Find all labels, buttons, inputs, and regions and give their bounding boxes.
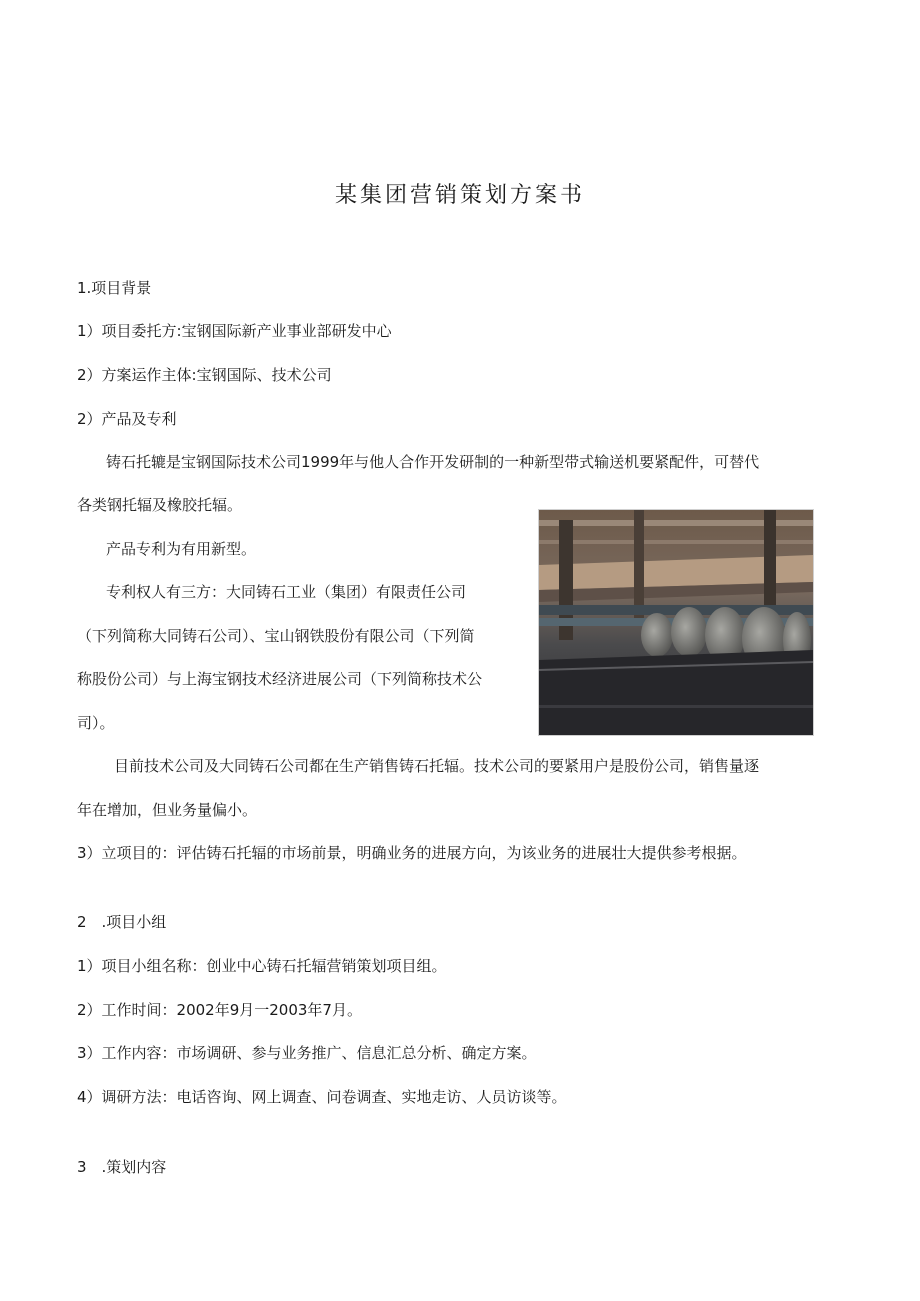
para4-line1: 目前技术公司及大同铸石公司都在生产销售铸石托辐。技术公司的要紧用户是股份公司，销售量逐 xyxy=(114,757,760,775)
para3-line1: 专利权人有三方：大同铸石工业（集团）有限责任公司 xyxy=(106,583,467,601)
section3-heading: 3 .策划内容 xyxy=(77,1158,167,1176)
section2-heading: 2 .项目小组 xyxy=(77,913,167,931)
section1-heading: 1.项目背景 xyxy=(77,279,152,297)
para4-line2: 年在增加，但业务量偏小。 xyxy=(77,801,258,819)
para3-line4: 司）。 xyxy=(77,714,115,732)
section1-item-product: 2）产品及专利 xyxy=(77,410,177,428)
section2-item-time: 2）工作时间：2002年9月一2003年7月。 xyxy=(77,1001,362,1019)
document-title: 某集团营销策划方案书 xyxy=(334,183,585,208)
section2-item-method: 4）调研方法：电话咨询、网上调查、问卷调查、实地走访、人员访谈等。 xyxy=(77,1088,567,1106)
para3-line3: 称股份公司）与上海宝钢技术经济进展公司（下列简称技术公 xyxy=(77,670,483,688)
section1-item-operator: 2）方案运作主体:宝钢国际、技术公司 xyxy=(77,366,332,384)
product-photo xyxy=(538,509,814,736)
para1-line1: 铸石托辘是宝钢国际技术公司1999年与他人合作开发研制的一种新型带式输送机要紧配件，可替代 xyxy=(106,453,760,471)
para3-line2: （下列简称大同铸石公司）、宝山钢铁股份有限公司（下列简 xyxy=(77,627,475,645)
section2-item-content: 3）工作内容：市场调研、参与业务推广、信息汇总分析、确定方案。 xyxy=(77,1044,537,1062)
para2: 产品专利为有用新型。 xyxy=(106,540,257,558)
section2-item-name: 1）项目小组名称：创业中心铸石托辐营销策划项目组。 xyxy=(77,957,447,975)
section1-item-purpose: 3）立项目的：评估铸石托辐的市场前景，明确业务的进展方向，为该业务的进展壮大提供参考根据。 xyxy=(77,844,747,862)
section1-item-client: 1）项目委托方:宝钢国际新产业事业部研发中心 xyxy=(77,322,392,340)
para1-line2: 各类钢托辐及橡胶托辐。 xyxy=(77,496,243,514)
